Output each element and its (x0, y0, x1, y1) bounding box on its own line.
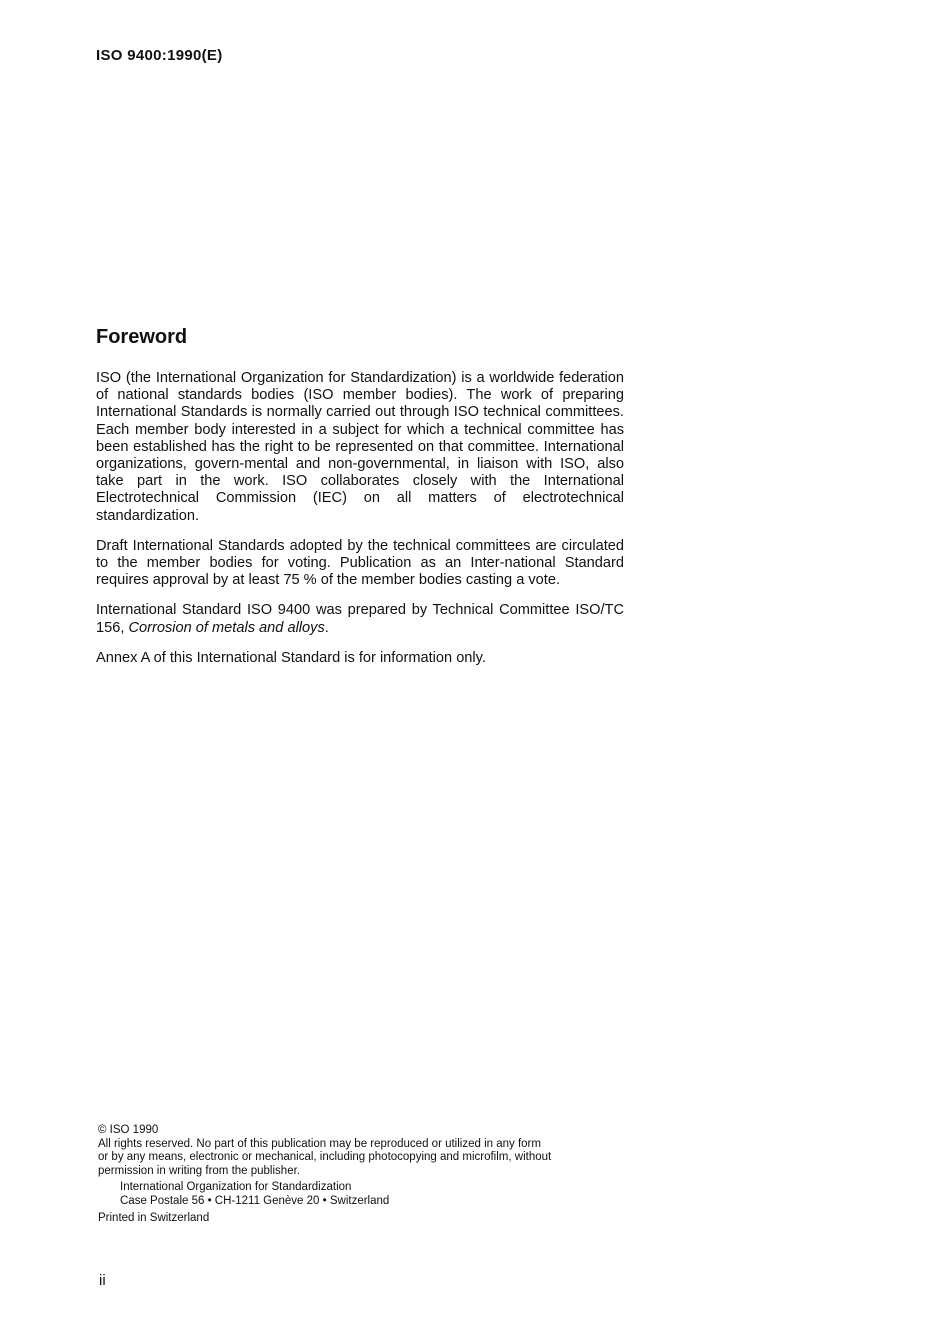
printed-in: Printed in Switzerland (98, 1211, 210, 1224)
organization-name: International Organization for Standardization (120, 1181, 352, 1194)
committee-title: Corrosion of metals and alloys (128, 619, 325, 636)
paragraph-3-suffix: . (324, 619, 329, 636)
foreword-body (96, 370, 624, 680)
publisher-address (98, 1181, 628, 1208)
paragraph-3-prefix: International Standard ISO 9400 was prepared by Technical Committee ISO/TC 156, (96, 602, 624, 636)
foreword-paragraph-2: Draft International Standards adopted by the technical committees are circulated to the member bodies for voting. Publication as an Inter-national Standard requires approval by at least 75 % of the member bodies casting a vote. (96, 537, 624, 589)
copyright-notice: © ISO 1990 (98, 1124, 159, 1136)
organization-address: Case Postale 56 • CH-1211 Genève 20 • Switzerland (120, 1194, 390, 1207)
rights-line: permission in writing from the publisher. (98, 1164, 300, 1177)
foreword-heading: Foreword (96, 326, 188, 348)
rights-statement (98, 1138, 628, 1179)
page-number: ii (99, 1272, 106, 1289)
rights-line: All rights reserved. No part of this publication may be reproduced or utilized in any form (98, 1137, 541, 1150)
foreword-paragraph-4: Annex A of this International Standard is for information only. (96, 649, 486, 666)
document-id-header: ISO 9400:1990(E) (96, 47, 223, 64)
copyright-block (98, 1124, 628, 1225)
foreword-paragraph-3 (96, 602, 624, 636)
foreword-paragraph-1: ISO (the International Organization for Standardization) is a worldwide federation of national standards bodies (ISO member bodies). The work of preparing International Standards is normally carried out through ISO technical committees. Each member body interested in a subject for which a technical committee has been established has the right to be represented on that committee. International organizations, govern-mental and non-governmental, in liaison with ISO, also take part in the work. ISO collaborates closely with the International Electrotechnical Commission (IEC) on all matters of electrotechnical standardization. (96, 370, 624, 524)
rights-line: or by any means, electronic or mechanical, including photocopying and microfilm, without (98, 1151, 552, 1164)
